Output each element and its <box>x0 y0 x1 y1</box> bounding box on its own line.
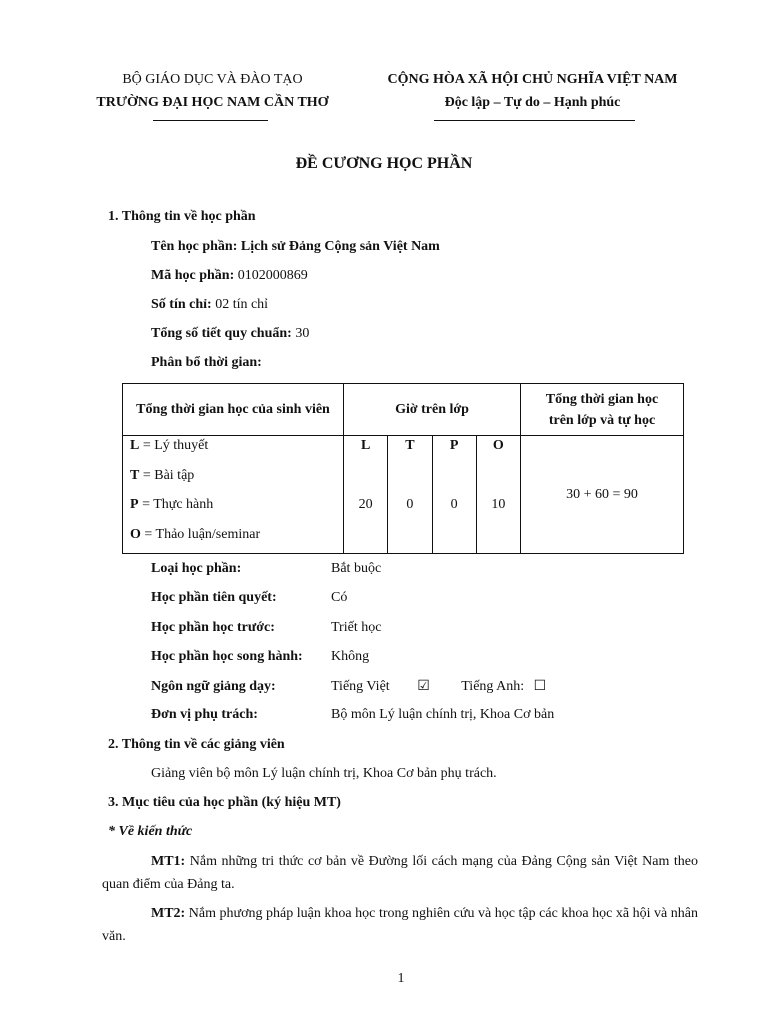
meta-department: Đơn vị phụ trách: Bộ môn Lý luận chính trị, Khoa Cơ bản <box>151 707 555 722</box>
lecturer-info: Giảng viên bộ môn Lý luận chính trị, Khoa Cơ bản phụ trách. <box>151 766 497 781</box>
republic-name: CỘNG HÒA XÃ HỘI CHỦ NGHĨA VIỆT NAM <box>387 72 678 87</box>
legend-item: P = Thực hành <box>130 497 214 512</box>
school-underline <box>153 120 268 121</box>
header-total-student-time: Tổng thời gian học của sinh viên <box>123 384 344 436</box>
col-t: T 0 <box>388 436 432 554</box>
course-periods: Tổng số tiết quy chuẩn: 30 <box>151 326 310 341</box>
knowledge-subheading: * Về kiến thức <box>108 824 193 839</box>
total-time-value: 30 + 60 = 90 <box>521 436 684 554</box>
page-title: ĐỀ CƯƠNG HỌC PHẦN <box>295 155 473 172</box>
section-1-heading: 1. Thông tin về học phần <box>108 209 256 224</box>
motto-underline <box>434 120 635 121</box>
checkbox-english[interactable]: ☐ <box>533 679 547 694</box>
meta-prior-course: Học phần học trước: Triết học <box>151 620 382 635</box>
ministry-name: BỘ GIÁO DỤC VÀ ĐÀO TẠO <box>122 72 303 87</box>
allocation-label: Phân bổ thời gian: <box>151 355 262 370</box>
legend-cell <box>123 436 344 554</box>
course-code: Mã học phần: 0102000869 <box>151 268 308 283</box>
checkbox-vietnamese[interactable]: ☑ <box>417 679 430 694</box>
section-2-heading: 2. Thông tin về các giảng viên <box>108 737 285 752</box>
meta-prerequisite: Học phần tiên quyết: Có <box>151 590 348 605</box>
course-credits: Số tín chỉ: 02 tín chỉ <box>151 297 269 312</box>
page-number: 1 <box>397 971 405 986</box>
header-total-time: Tổng thời gian học trên lớp và tự học <box>521 384 684 436</box>
objective-mt2: MT2: Nắm phương pháp luận khoa học trong nghiên cứu và học tập các khoa học xã hội và nhân văn. <box>102 906 698 944</box>
school-name: TRƯỜNG ĐẠI HỌC NAM CẦN THƠ <box>96 95 329 110</box>
meta-language: Ngôn ngữ giảng dạy: Tiếng Việt ☑ Tiếng Anh: ☐ <box>151 679 547 694</box>
objective-mt1: MT1: Nắm những tri thức cơ bản về Đường lối cách mạng của Đảng Cộng sản Việt Nam theo quan điểm của Đảng ta. <box>102 854 698 892</box>
legend-item: O = Thảo luận/seminar <box>130 526 261 542</box>
col-o: O 10 <box>476 436 520 554</box>
legend-item: L = Lý thuyết <box>130 438 209 453</box>
course-name: Tên học phần: Lịch sử Đảng Cộng sản Việt Nam <box>151 239 440 254</box>
meta-course-type: Loại học phần: Bắt buộc <box>151 561 382 576</box>
section-3-heading: 3. Mục tiêu của học phần (ký hiệu MT) <box>108 795 341 810</box>
meta-parallel-course: Học phần học song hành: Không <box>151 649 370 664</box>
header-class-hours: Giờ trên lớp <box>344 384 521 436</box>
legend-item: T = Bài tập <box>130 467 195 483</box>
national-motto: Độc lập – Tự do – Hạnh phúc <box>444 95 621 110</box>
col-p: P 0 <box>432 436 476 554</box>
allocation-table <box>122 383 684 554</box>
col-l: L 20 <box>344 436 388 554</box>
